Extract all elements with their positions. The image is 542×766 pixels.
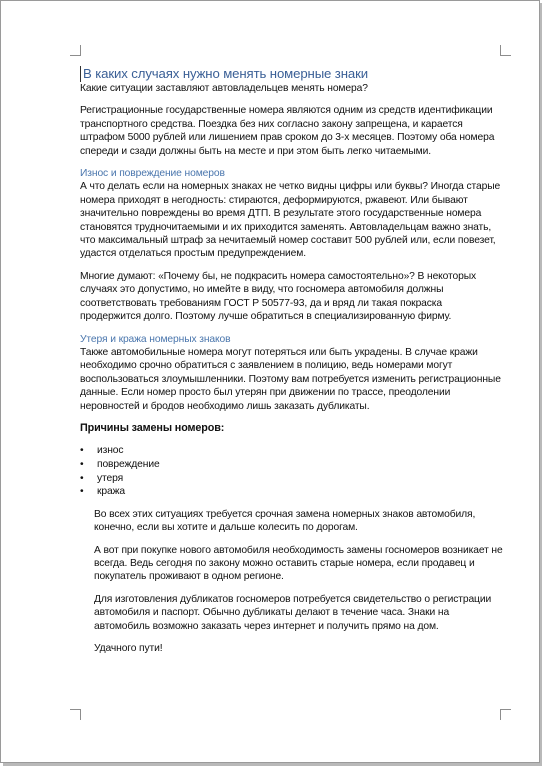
closing-paragraph-4[interactable]: Удачного пути! xyxy=(94,642,163,654)
list-item[interactable]: • повреждение xyxy=(94,458,505,472)
document-body[interactable] xyxy=(80,66,505,655)
closing-paragraph-3[interactable]: Для изготовления дубликатов госномеров потребуется свидетельство о регистрации автомобиля и паспорт. Обычно дубликаты делают в течение часа. Знаки на автомобиль возможно заказать через интернет и получить прямо на дом. xyxy=(94,593,492,632)
section-heading-wear[interactable]: Износ и повреждение номеров xyxy=(80,168,225,180)
intro-paragraph[interactable]: Регистрационные государственные номера являются одним из средств идентификации транспортного средства. Поездка без них согласно закону запрещена, и карается штрафом 5000 рублей или лишением прав сроком до 3-х месяцев. Поэтому оба номера спереди и сзади должны быть на месте и при этом быть легко читаемыми. xyxy=(80,105,495,157)
margin-corner-mark-top-left xyxy=(70,45,81,56)
wear-paragraph-2[interactable]: Многие думают: «Почему бы, не подкрасить номера самостоятельно»? В некоторых случаях это допустимо, но имейте в виду, что госномера автомобиля должны соответствовать требованиям ГОСТ Р 50577-93, да и вряд ли такая покраска продержится долго. Поэтому лучше обратиться в специализированную фирму. xyxy=(80,270,477,323)
margin-corner-mark-bottom-right xyxy=(500,709,511,720)
closing-paragraph-2[interactable]: А вот при покупке нового автомобиля необходимость замены госномеров возникает не всегда. Ведь сегодня по закону можно оставить старые номера, если продавец и покупатель проживают в одном регионе. xyxy=(94,544,503,583)
margin-corner-mark-top-right xyxy=(500,45,511,56)
loss-paragraph[interactable]: Также автомобильные номера могут потеряться или быть украдены. В случае кражи необходимо срочно обратиться с заявлением в полицию, ведь номерами могут воспользоваться злоумышленники. Поэтому вам потребуется изменить регистрационные данные. Если номер просто был утерян при движении по трассе, преодолении неровностей и бродов необходимо лишь заказать дубликаты. xyxy=(80,346,501,412)
section-heading-loss[interactable]: Утеря и кража номерных знаков xyxy=(80,333,231,345)
list-item[interactable]: • утеря xyxy=(94,472,505,486)
closing-paragraph-1[interactable]: Во всех этих ситуациях требуется срочная замена номерных знаков автомобиля, конечно, если вы хотите и дальше колесить по дорогам. xyxy=(94,508,476,534)
document-title[interactable]: В каких случаях нужно менять номерные знаки xyxy=(80,66,505,82)
wear-paragraph-1[interactable]: А что делать если на номерных знаках не четко видны цифры или буквы? Иногда старые номера приходят в негодность: стираются, деформируются, ржавеют. Или бывают значительно повреждены во время ДТП. В результате этого государственные номера становятся трудночитаемыми и их приходится заменять. Автовладельцам важно знать, что максимальный штраф за нечитаемый номер составит 500 рублей или, если повезет, удастся отделаться простым предупреждением. xyxy=(80,181,501,260)
list-item[interactable]: • износ xyxy=(94,444,505,458)
reasons-list xyxy=(80,444,505,498)
document-subtitle[interactable]: Какие ситуации заставляют автовладельцев менять номера? xyxy=(80,83,368,94)
list-item[interactable]: • кража xyxy=(94,485,505,499)
reasons-heading[interactable]: Причины замены номеров: xyxy=(80,421,225,434)
margin-corner-mark-bottom-left xyxy=(70,709,81,720)
